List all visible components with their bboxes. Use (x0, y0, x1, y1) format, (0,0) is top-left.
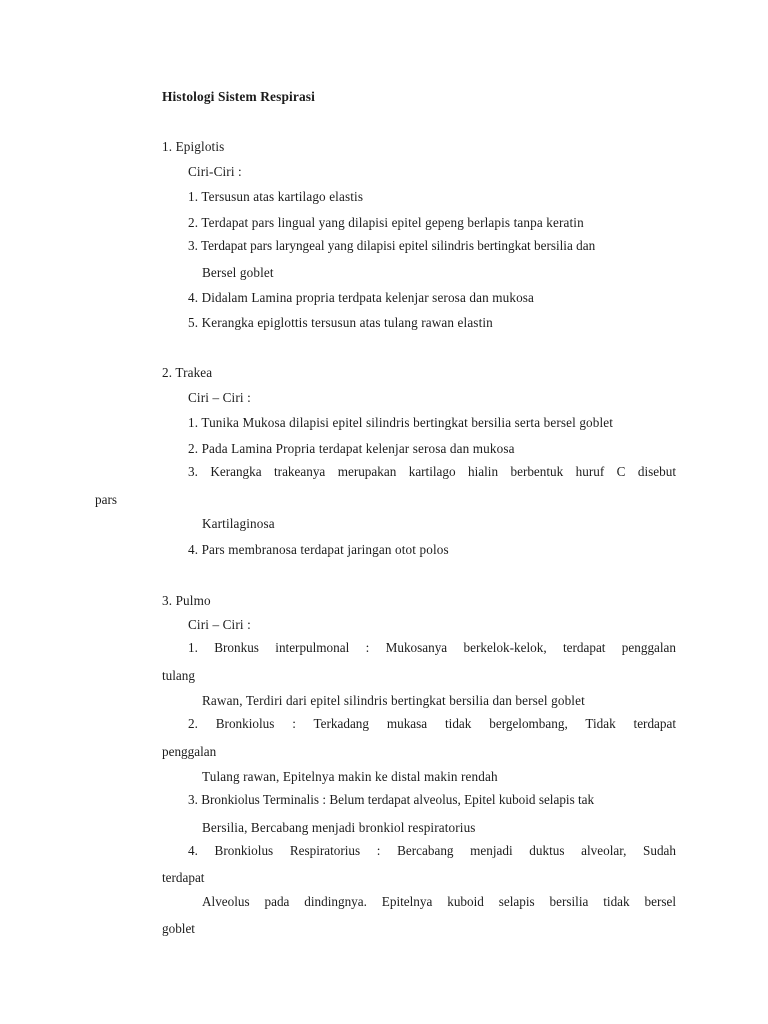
list-item-continuation: Alveolus pada dindingnya. Epitelnya kuboid selapis bersilia tidak bersel (202, 894, 676, 909)
list-item: 5. Kerangka epiglottis tersusun atas tulang rawan elastin (188, 315, 493, 330)
section-subheading-pulmo: Ciri – Ciri : (188, 617, 251, 632)
list-item-overflow: tulang (162, 668, 195, 683)
list-item-overflow: goblet (162, 921, 195, 936)
list-item: 1. Tunika Mukosa dilapisi epitel silindris bertingkat bersilia serta bersel goblet (188, 415, 614, 430)
list-item-overflow: terdapat (162, 870, 205, 885)
list-item: 3. Terdapat pars laryngeal yang dilapisi epitel silindris bertingkat bersilia dan (188, 238, 596, 253)
list-item: 1. Bronkus interpulmonal : Mukosanya berkelok-kelok, terdapat penggalan (188, 640, 676, 655)
list-item: 2. Pada Lamina Propria terdapat kelenjar serosa dan mukosa (188, 441, 515, 456)
list-item-continuation: Rawan, Terdiri dari epitel silindris bertingkat bersilia dan bersel goblet (202, 693, 585, 708)
list-item-continuation: Bersel goblet (202, 265, 274, 280)
list-item-continuation: Bersilia, Bercabang menjadi bronkiol respiratorius (202, 820, 476, 835)
list-item: 4. Didalam Lamina propria terdpata kelenjar serosa dan mukosa (188, 290, 535, 305)
list-item-continuation: Kartilaginosa (202, 516, 275, 531)
list-item: 3. Kerangka trakeanya merupakan kartilago hialin berbentuk huruf C disebut (188, 464, 676, 479)
list-item: 4. Bronkiolus Respiratorius : Bercabang menjadi duktus alveolar, Sudah (188, 843, 676, 858)
list-item: 1. Tersusun atas kartilago elastis (188, 189, 364, 204)
section-subheading-epiglotis: Ciri-Ciri : (188, 164, 242, 179)
list-item: 2. Bronkiolus : Terkadang mukasa tidak bergelombang, Tidak terdapat (188, 716, 676, 731)
section-heading-epiglotis: 1. Epiglotis (162, 139, 225, 154)
page-title: Histologi Sistem Respirasi (162, 89, 316, 104)
section-heading-trakea: 2. Trakea (162, 365, 213, 380)
list-item: 3. Bronkiolus Terminalis : Belum terdapat alveolus, Epitel kuboid selapis tak (188, 792, 595, 807)
list-item-overflow: pars (95, 492, 117, 507)
list-item: 4. Pars membranosa terdapat jaringan otot polos (188, 542, 449, 557)
list-item-overflow: penggalan (162, 744, 217, 759)
section-subheading-trakea: Ciri – Ciri : (188, 390, 251, 405)
section-heading-pulmo: 3. Pulmo (162, 593, 211, 608)
list-item-continuation: Tulang rawan, Epitelnya makin ke distal makin rendah (202, 769, 498, 784)
list-item: 2. Terdapat pars lingual yang dilapisi epitel gepeng berlapis tanpa keratin (188, 215, 584, 230)
